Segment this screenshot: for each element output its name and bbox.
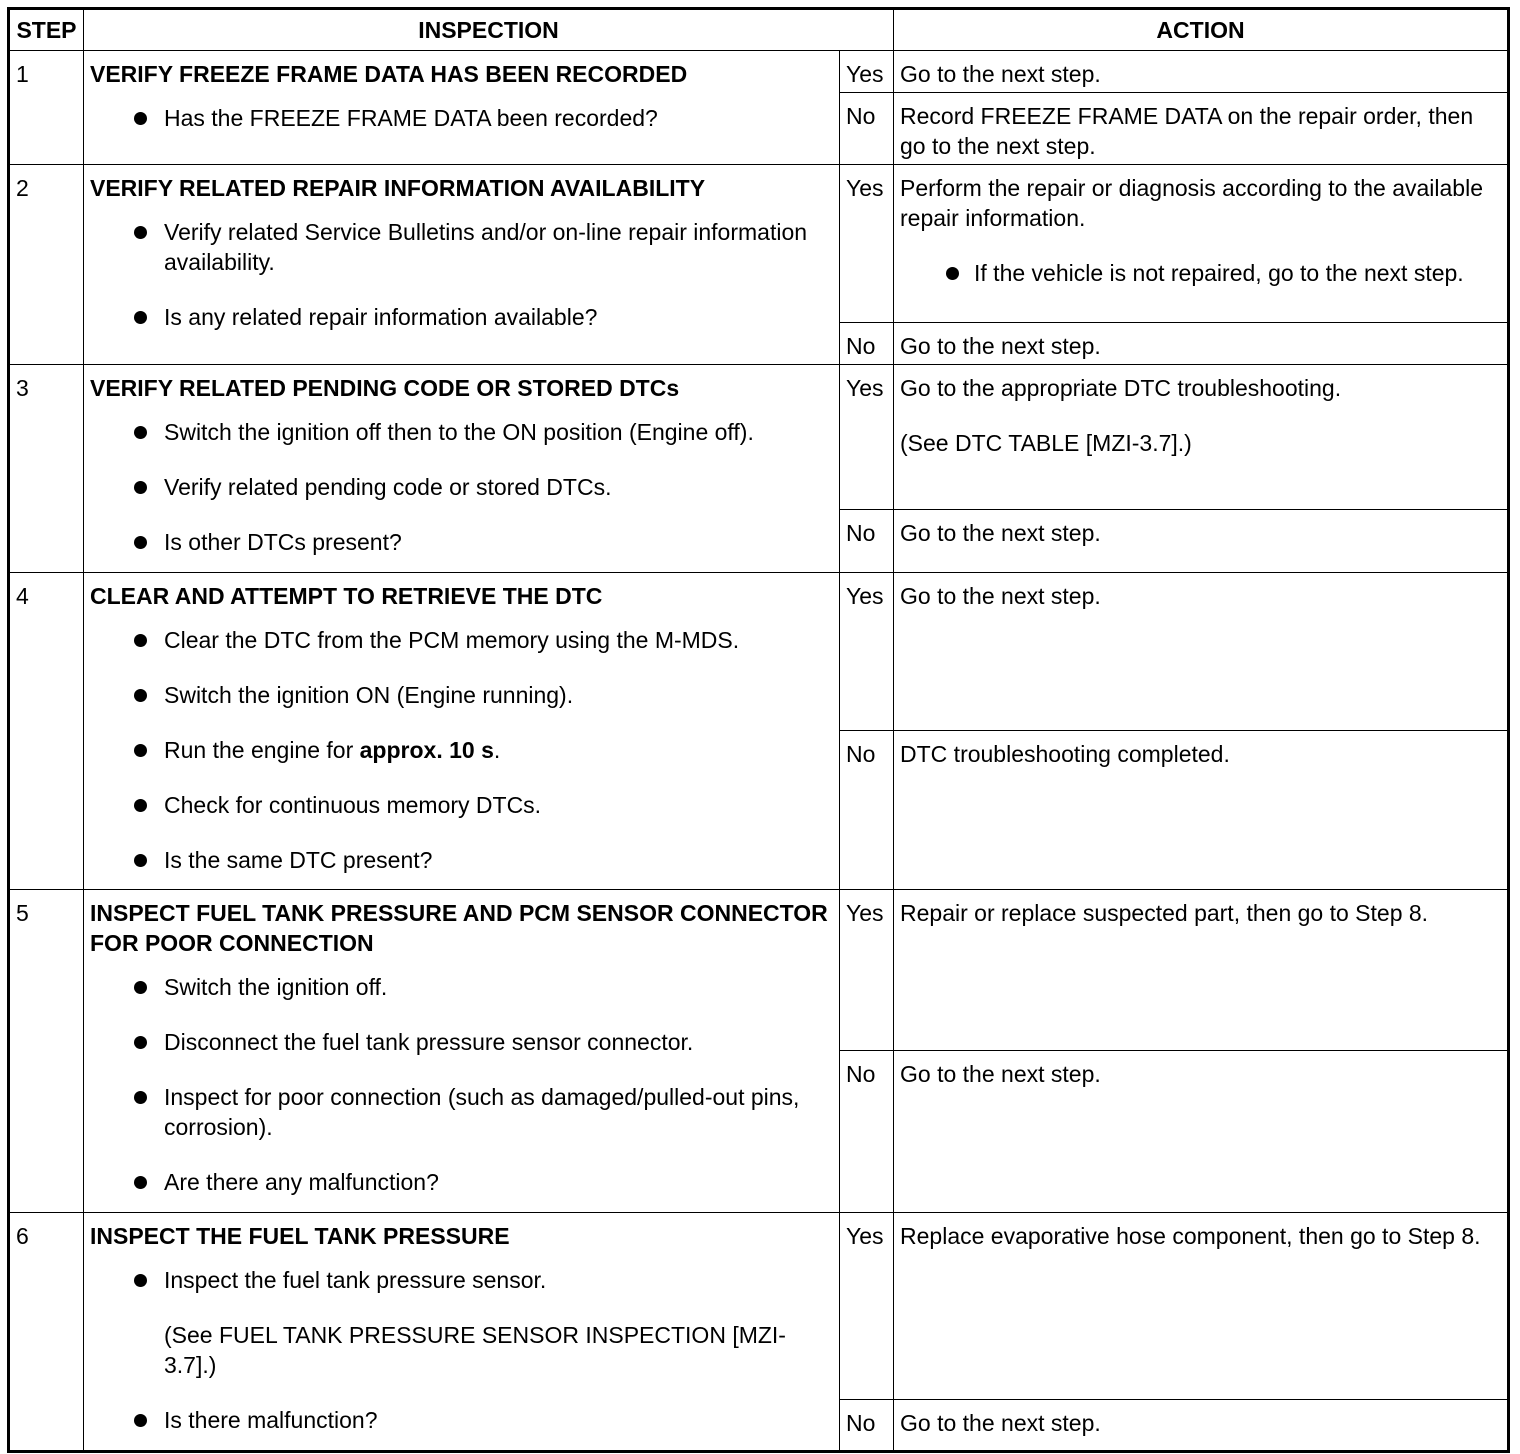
no-label: No <box>840 731 894 890</box>
step-title: VERIFY RELATED PENDING CODE OR STORED DTCs <box>90 375 680 401</box>
inspection-cell <box>84 51 840 165</box>
inspection-cell <box>84 1213 840 1452</box>
step-title: VERIFY FREEZE FRAME DATA HAS BEEN RECORDED <box>90 61 688 87</box>
step-number: 3 <box>9 365 84 573</box>
inspection-item: Is any related repair information available? <box>90 302 833 332</box>
yes-action-text: Go to the appropriate DTC troubleshooting. <box>900 375 1342 401</box>
no-action: DTC troubleshooting completed. <box>894 731 1509 890</box>
run-duration: approx. 10 s <box>359 737 494 763</box>
inspection-cell <box>84 890 840 1213</box>
header-step: STEP <box>9 9 84 51</box>
step-title: VERIFY RELATED REPAIR INFORMATION AVAILABILITY <box>90 175 706 201</box>
table-header-row <box>9 9 1509 51</box>
table-row <box>9 1213 1509 1400</box>
table-row <box>9 165 1509 323</box>
diagnostic-procedure-table <box>7 7 1510 1453</box>
step-title: INSPECT FUEL TANK PRESSURE AND PCM SENSOR CONNECTOR FOR POOR CONNECTION <box>90 900 828 956</box>
no-action: Go to the next step. <box>894 1400 1509 1452</box>
inspection-item: Is the same DTC present? <box>90 845 833 875</box>
yes-action <box>894 165 1509 323</box>
no-action: Go to the next step. <box>894 1051 1509 1213</box>
inspection-cell <box>84 165 840 365</box>
yes-label: Yes <box>840 51 894 93</box>
inspection-item: Is there malfunction? <box>90 1405 833 1435</box>
yes-action <box>894 365 1509 510</box>
yes-action-reference: (See DTC TABLE [MZI-3.7].) <box>900 430 1192 456</box>
yes-label: Yes <box>840 890 894 1051</box>
inspection-item <box>90 735 833 765</box>
no-label: No <box>840 510 894 573</box>
inspection-item: Verify related Service Bulletins and/or on-line repair information availability. <box>90 217 833 277</box>
inspection-item: Switch the ignition ON (Engine running). <box>90 680 833 710</box>
header-inspection: INSPECTION <box>84 9 894 51</box>
inspection-item: Disconnect the fuel tank pressure sensor connector. <box>90 1027 833 1057</box>
inspection-reference: (See FUEL TANK PRESSURE SENSOR INSPECTION [MZI-3.7].) <box>164 1322 786 1378</box>
yes-label: Yes <box>840 573 894 731</box>
yes-action-bullet: If the vehicle is not repaired, go to the next step. <box>900 258 1501 288</box>
yes-label: Yes <box>840 165 894 323</box>
table-row <box>9 890 1509 1051</box>
run-suffix: . <box>493 737 501 763</box>
step-number: 6 <box>9 1213 84 1452</box>
step-number: 4 <box>9 573 84 890</box>
yes-action: Go to the next step. <box>894 51 1509 93</box>
step-number: 5 <box>9 890 84 1213</box>
no-action: Go to the next step. <box>894 510 1509 573</box>
inspection-cell <box>84 365 840 573</box>
inspection-item: Inspect for poor connection (such as damaged/pulled-out pins, corrosion). <box>90 1082 833 1142</box>
step-title: INSPECT THE FUEL TANK PRESSURE <box>90 1223 510 1249</box>
inspection-item: Inspect the fuel tank pressure sensor. <box>90 1265 833 1295</box>
table-row <box>9 51 1509 93</box>
no-label: No <box>840 1051 894 1213</box>
step-title: CLEAR AND ATTEMPT TO RETRIEVE THE DTC <box>90 583 603 609</box>
inspection-item: Has the FREEZE FRAME DATA been recorded? <box>90 103 833 133</box>
no-action: Record FREEZE FRAME DATA on the repair order, then go to the next step. <box>894 93 1509 165</box>
inspection-item: Switch the ignition off then to the ON position (Engine off). <box>90 417 833 447</box>
yes-action-text: Perform the repair or diagnosis according to the available repair information. <box>900 175 1484 231</box>
no-label: No <box>840 323 894 365</box>
yes-action: Go to the next step. <box>894 573 1509 731</box>
inspection-item: Verify related pending code or stored DTCs. <box>90 472 833 502</box>
yes-action: Replace evaporative hose component, then go to Step 8. <box>894 1213 1509 1400</box>
inspection-item: Check for continuous memory DTCs. <box>90 790 833 820</box>
inspection-item: Switch the ignition off. <box>90 972 833 1002</box>
inspection-item: Are there any malfunction? <box>90 1167 833 1197</box>
yes-label: Yes <box>840 1213 894 1400</box>
header-action: ACTION <box>894 9 1509 51</box>
no-label: No <box>840 1400 894 1452</box>
inspection-cell <box>84 573 840 890</box>
table-row <box>9 365 1509 510</box>
inspection-item: Is other DTCs present? <box>90 527 833 557</box>
yes-action: Repair or replace suspected part, then go to Step 8. <box>894 890 1509 1051</box>
step-number: 2 <box>9 165 84 365</box>
no-action: Go to the next step. <box>894 323 1509 365</box>
no-label: No <box>840 93 894 165</box>
table-row <box>9 573 1509 731</box>
run-text: Run the engine for <box>164 737 360 763</box>
yes-label: Yes <box>840 365 894 510</box>
step-number: 1 <box>9 51 84 165</box>
inspection-item: Clear the DTC from the PCM memory using the M-MDS. <box>90 625 833 655</box>
